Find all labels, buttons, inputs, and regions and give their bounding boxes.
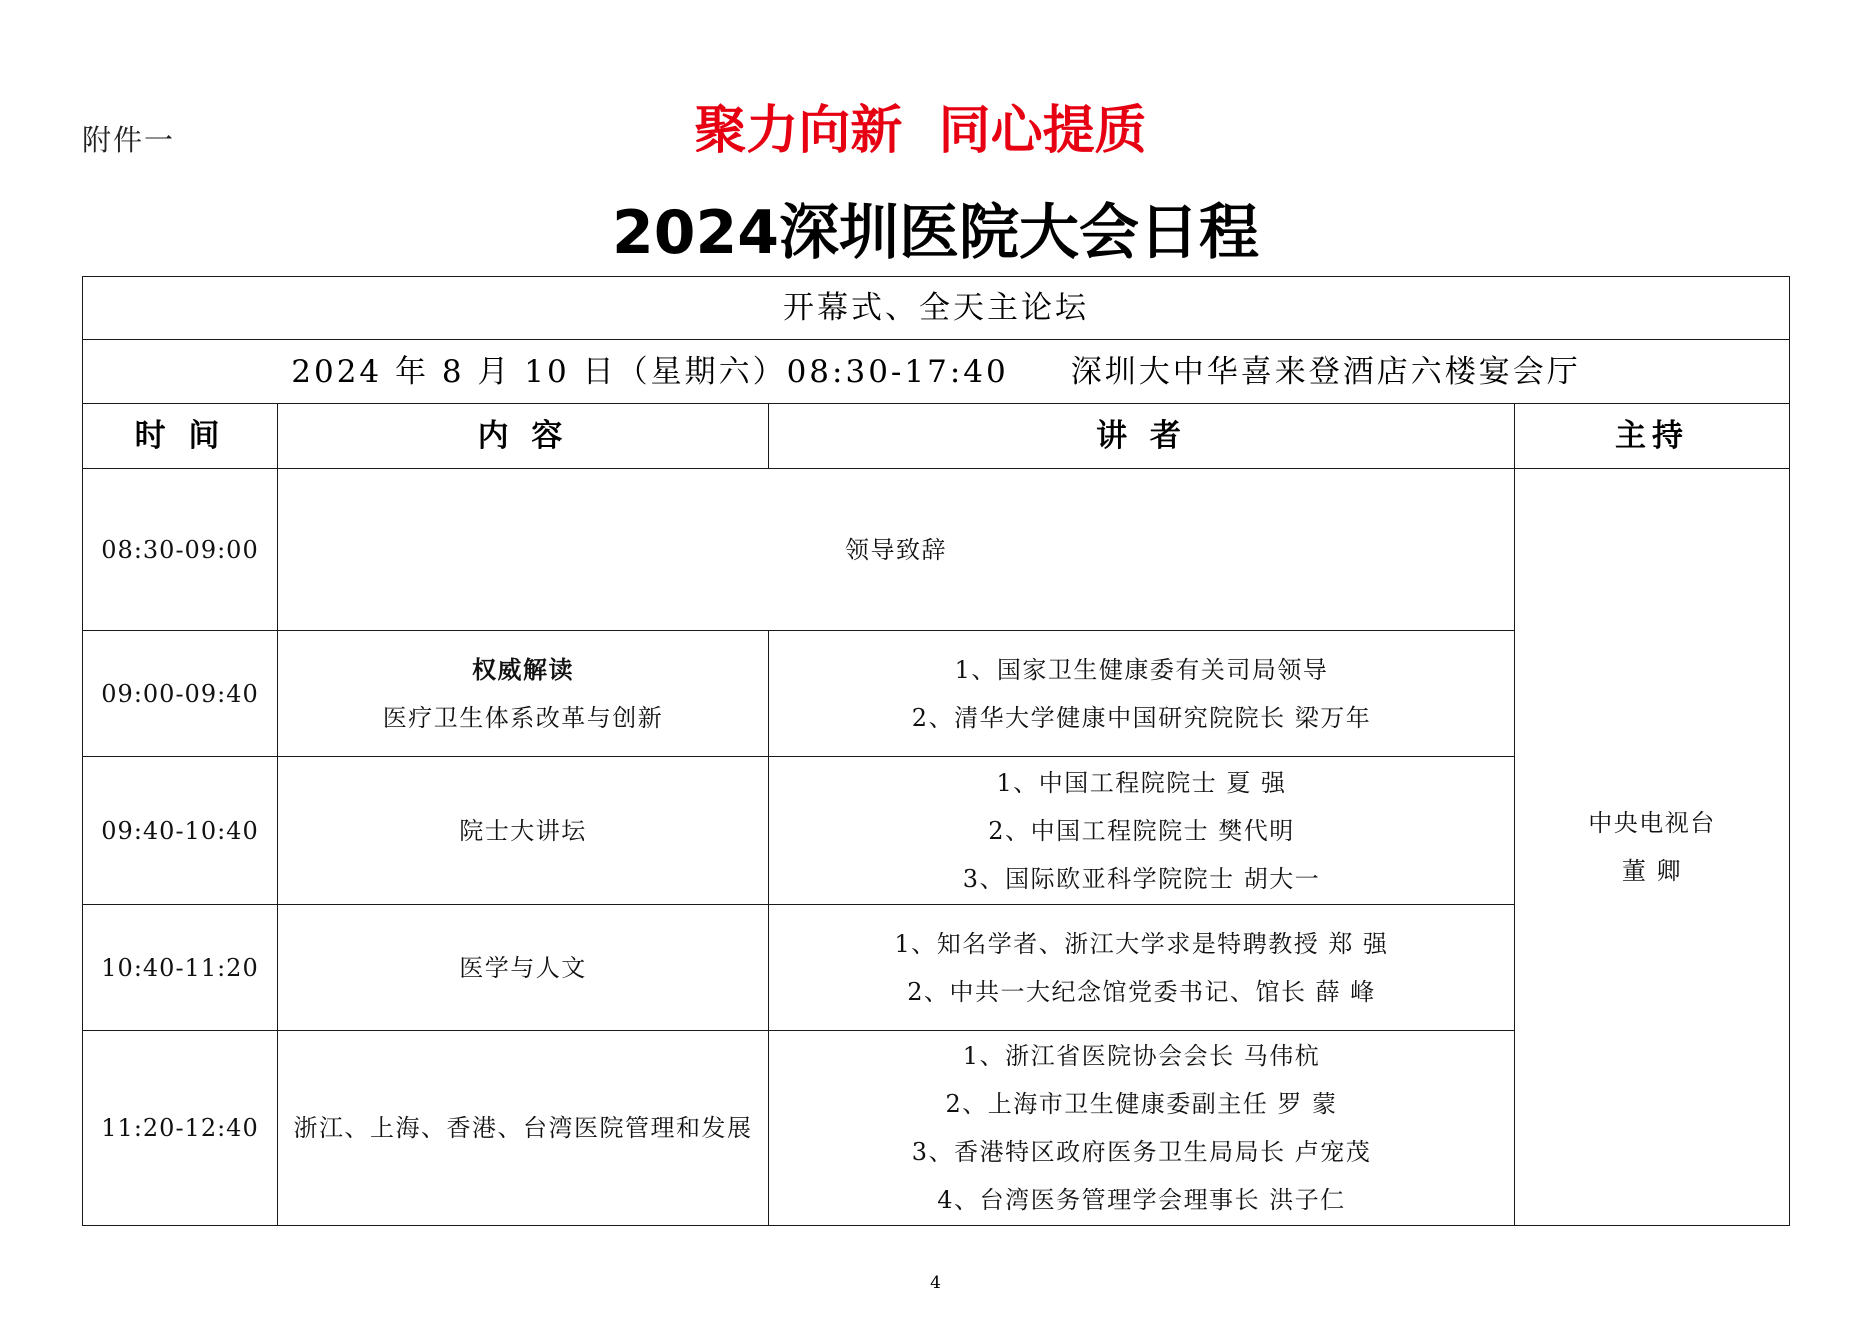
host-name: 董 卿 — [1621, 857, 1683, 885]
page-number: 4 — [930, 1273, 941, 1293]
time-cell: 08:30-09:00 — [83, 469, 278, 631]
session-date-row — [83, 340, 1790, 404]
speaker-cell — [769, 1031, 1515, 1226]
content-title: 权威解读 — [472, 654, 574, 684]
content-text: 院士大讲坛 — [459, 816, 587, 845]
host-cell — [1515, 469, 1790, 1226]
session-venue: 深圳大中华喜来登酒店六楼宴会厅 — [1070, 353, 1581, 390]
content-text: 医学与人文 — [459, 953, 587, 982]
column-header-host: 主持 — [1515, 404, 1790, 469]
host-organization: 中央电视台 — [1588, 809, 1716, 837]
column-header-time: 时 间 — [83, 404, 278, 469]
speaker-line: 1、浙江省医院协会会长 马伟杭 — [962, 1042, 1321, 1070]
document-title: 2024深圳医院大会日程 — [612, 198, 1259, 268]
content-cell — [278, 757, 769, 905]
schedule-table — [82, 276, 1790, 1226]
speaker-line: 4、台湾医务管理学会理事长 洪子仁 — [937, 1186, 1346, 1214]
session-date-venue — [83, 340, 1790, 404]
column-header-speaker: 讲 者 — [769, 404, 1515, 469]
content-cell — [278, 905, 769, 1031]
header-row — [83, 404, 1790, 469]
column-header-content: 内 容 — [278, 404, 769, 469]
content-cell — [278, 469, 1515, 631]
content-text: 浙江、上海、香港、台湾医院管理和发展 — [293, 1114, 753, 1142]
time-cell: 10:40-11:20 — [83, 905, 278, 1031]
speaker-line: 1、中国工程院院士 夏 强 — [996, 768, 1287, 797]
speaker-line: 3、香港特区政府医务卫生局局长 卢宠茂 — [911, 1138, 1372, 1166]
speaker-line: 1、国家卫生健康委有关司局领导 — [954, 655, 1329, 684]
speaker-cell — [769, 905, 1515, 1031]
attachment-label: 附件一 — [82, 123, 176, 157]
speaker-cell — [769, 757, 1515, 905]
time-cell: 09:00-09:40 — [83, 631, 278, 757]
time-cell: 09:40-10:40 — [83, 757, 278, 905]
session-row — [83, 277, 1790, 340]
slogan: 聚力向新 同心提质 — [694, 101, 1147, 161]
speaker-line: 2、中国工程院院士 樊代明 — [988, 816, 1295, 845]
speaker-cell — [769, 631, 1515, 757]
session-date: 2024 年 8 月 10 日（星期六）08:30-17:40 — [291, 353, 1009, 390]
table-row — [83, 469, 1790, 631]
content-text: 领导致辞 — [845, 535, 947, 564]
content-cell — [278, 1031, 769, 1226]
session-name: 开幕式、全天主论坛 — [83, 277, 1790, 340]
speaker-line: 2、清华大学健康中国研究院院长 梁万年 — [911, 703, 1372, 732]
speaker-line: 2、中共一大纪念馆党委书记、馆长 薛 峰 — [907, 977, 1376, 1006]
speaker-line: 3、国际欧亚科学院院士 胡大一 — [962, 864, 1321, 893]
time-cell: 11:20-12:40 — [83, 1031, 278, 1226]
speaker-line: 2、上海市卫生健康委副主任 罗 蒙 — [945, 1090, 1338, 1118]
content-text: 医疗卫生体系改革与创新 — [382, 703, 664, 732]
content-cell — [278, 631, 769, 757]
speaker-line: 1、知名学者、浙江大学求是特聘教授 郑 强 — [894, 929, 1389, 958]
